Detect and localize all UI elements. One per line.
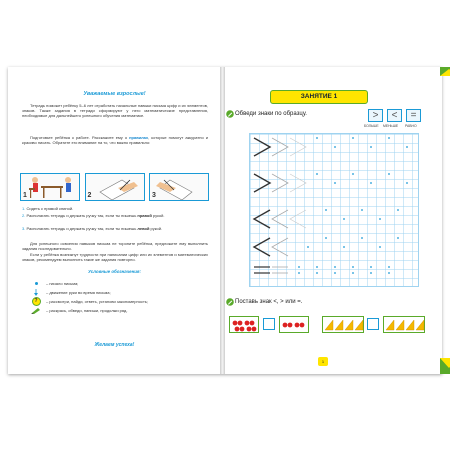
cherry-icon — [280, 317, 310, 333]
symbol-label: БОЛЬШЕ — [364, 124, 379, 128]
preparation-paragraph: Подготовьте ребёнка к работе. Расскажите ему о правилах, которые помогут аккуратно и красиво писать. Обратите его внимание на то, что важно правильно: — [22, 135, 208, 146]
left-hand-notebook-icon — [150, 174, 208, 200]
legend-item: ? – рассмотри, найди, ответь, установи закономерность; — [30, 297, 210, 306]
symbol-label: МЕНЬШЕ — [383, 124, 399, 128]
right-hand-notebook-icon — [86, 174, 144, 200]
pencil-icon — [30, 308, 42, 314]
posture-picture-1: 1 — [20, 173, 80, 201]
closing-wish: Желаем успеха! — [94, 342, 135, 348]
symbol-equal: = — [406, 109, 421, 122]
rule-item: 1. Сидеть с прямой спиной. — [22, 206, 74, 211]
page-number: 1 — [318, 357, 328, 366]
cheese-group-right — [383, 316, 425, 333]
posture-picture-2: 2 — [85, 173, 145, 201]
rules-link: правилах — [129, 135, 149, 140]
legend-item: – движение руки во время письма; — [30, 288, 210, 297]
legend-title: Условные обозначения: — [88, 269, 141, 274]
posture-picture-3: 3 — [149, 173, 209, 201]
rule-item: 2. Располагать тетрадь и держать ручку так, если ты пишешь правой рукой. — [22, 213, 165, 218]
advice-paragraph: Для успешного освоения навыков письма не торопите ребёнка, предложите ему выполнить задания последовательно. — [22, 241, 208, 252]
tracing-marks — [250, 134, 420, 288]
instruction-text: Обведи знаки по образцу. — [235, 111, 307, 117]
pencil-icon — [226, 110, 234, 118]
answer-box[interactable] — [367, 318, 379, 330]
compare-task-text: Поставь знак <, > или =. — [235, 299, 303, 305]
question-icon: ? — [30, 299, 42, 305]
cherry-icon — [230, 317, 260, 333]
left-page — [8, 67, 221, 374]
cheese-icon — [323, 317, 365, 333]
intro-paragraph: Тетрадь поможет ребёнку 5–6 лет отработать начальные навыки письма цифр и их элементов, знаков. Также задания в тетради сформируют у него математические представления, необходимые для дальнейшего успешного обучения математике. — [22, 103, 208, 119]
dot-icon — [30, 281, 42, 287]
tracing-grid[interactable] — [249, 133, 419, 287]
legend-item: – начало письма; — [30, 279, 210, 288]
posture-illustrations — [20, 173, 209, 201]
answer-box[interactable] — [263, 318, 275, 330]
legend-item: – раскрась, обведи, напиши, продолжи ряд. — [30, 306, 210, 315]
cherries-group-right — [279, 316, 309, 333]
sitting-at-desk-icon — [21, 174, 79, 200]
rule-item: 3. Располагать тетрадь и держать ручку так, если ты пишешь левой рукой. — [22, 226, 163, 231]
greeting-title: Уважаемые взрослые! — [83, 91, 146, 97]
symbol-less: < — [387, 109, 402, 122]
repeat-paragraph: Если у ребёнка возникнут трудности при написании цифр или их элементов и математических знаков, рекомендуем выполнить такие же задания повторно. — [22, 252, 208, 263]
lesson-title: ЗАНЯТИЕ 1 — [270, 90, 368, 104]
cheese-group-left — [322, 316, 364, 333]
symbol-label: РАВНО — [405, 124, 417, 128]
symbol-greater: > — [368, 109, 383, 122]
arrow-down-icon — [30, 290, 42, 296]
cherries-group-left — [229, 316, 259, 333]
legend-list — [30, 279, 210, 315]
zigzag-border-top — [440, 67, 450, 76]
pencil-icon — [226, 298, 234, 306]
cheese-icon — [384, 317, 426, 333]
zigzag-border-bottom — [440, 358, 450, 374]
